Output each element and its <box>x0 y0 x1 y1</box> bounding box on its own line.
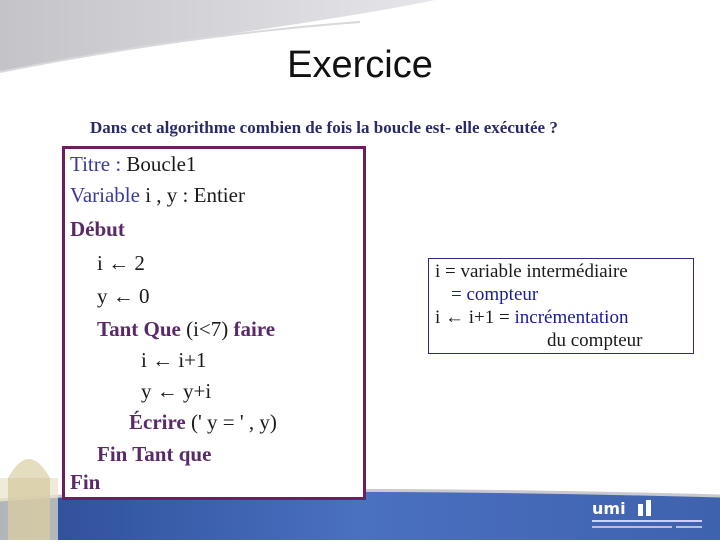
do-keyword: faire <box>233 317 276 341</box>
assign-y-var: y <box>97 284 108 308</box>
university-logo <box>588 496 714 538</box>
algo-end: Fin <box>70 470 101 494</box>
write-keyword: Écrire <box>129 410 186 434</box>
title-value: Boucle1 <box>126 152 197 176</box>
note-increment-word: incrémentation <box>514 307 629 328</box>
end-while: Fin Tant que <box>97 442 212 466</box>
assign-i-line <box>97 251 145 275</box>
algo-begin: Début <box>70 217 125 241</box>
left-arrow-icon: ← <box>108 251 130 275</box>
exercise-question: Dans cet algorithme combien de fois la boucle est- elle exécutée ? <box>90 118 558 137</box>
assign-i-var: i <box>97 251 103 275</box>
algo-title-line <box>70 152 196 176</box>
left-arrow-icon: ← <box>445 307 465 328</box>
note-expr: i+1 = <box>468 307 510 328</box>
accumulate-y-line <box>141 379 211 403</box>
variable-keyword: Variable <box>70 183 140 207</box>
accumulate-y-expr: y+i <box>183 379 212 403</box>
left-arrow-icon: ← <box>112 284 134 308</box>
assign-i-value: 2 <box>134 251 145 275</box>
logo-mark: umi <box>592 499 626 518</box>
explanation-box <box>428 258 694 354</box>
note-line-increment <box>435 307 628 329</box>
slide-title: Exercice <box>287 44 433 86</box>
algo-variable-line <box>70 183 245 207</box>
assign-y-line <box>97 284 150 308</box>
title-keyword: Titre : <box>70 152 122 176</box>
increment-i-line <box>141 348 207 372</box>
note-line-variable: i = variable intermédiaire <box>435 261 628 282</box>
write-line <box>129 410 277 434</box>
write-arguments: (' y = ' , y) <box>191 410 277 434</box>
increment-i-expr: i+1 <box>178 348 207 372</box>
note-line-of-counter: du compteur <box>547 330 643 351</box>
left-arrow-icon: ← <box>152 348 174 372</box>
accumulate-y-var: y <box>141 379 152 403</box>
left-arrow-icon: ← <box>156 379 178 403</box>
while-condition: (i<7) <box>186 317 229 341</box>
algorithm-box <box>62 146 366 500</box>
increment-i-var: i <box>141 348 147 372</box>
note-line-counter: = compteur <box>451 284 539 305</box>
variable-declaration: i , y : Entier <box>145 183 245 207</box>
note-var: i <box>435 307 441 328</box>
while-keyword: Tant Que <box>97 317 181 341</box>
assign-y-value: 0 <box>139 284 150 308</box>
while-line <box>97 317 275 341</box>
